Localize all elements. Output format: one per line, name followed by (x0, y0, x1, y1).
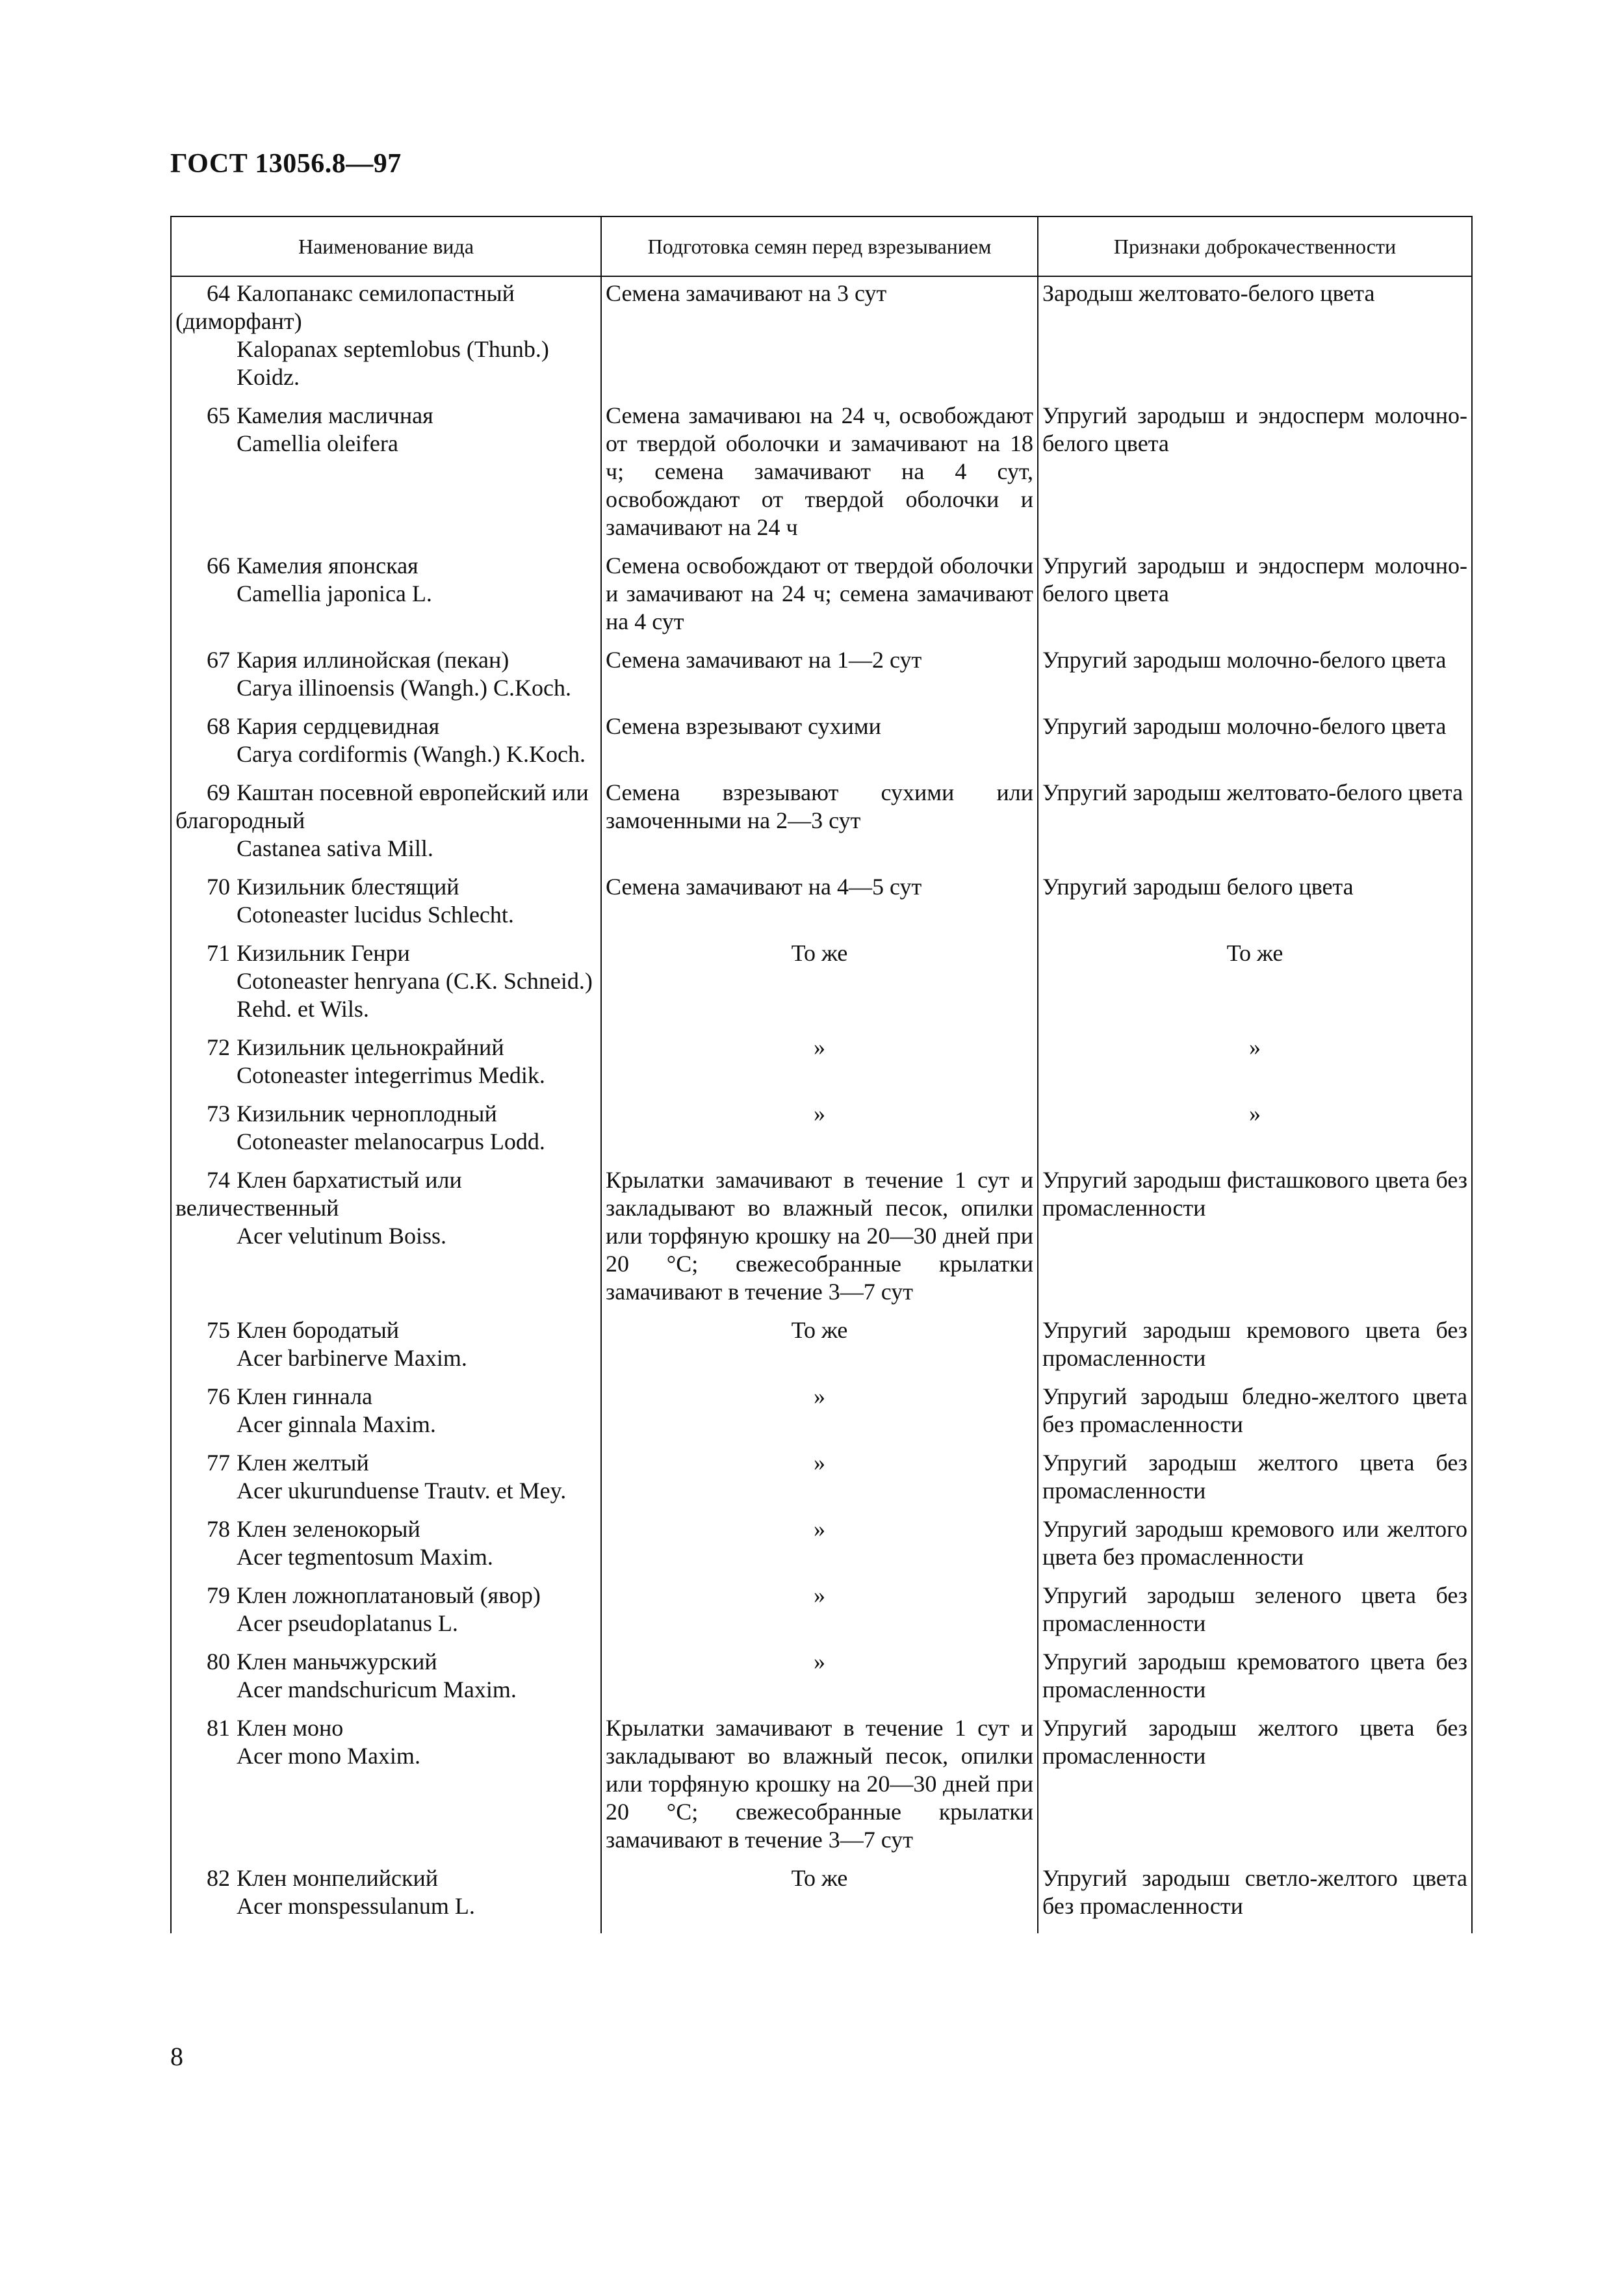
species-cell (171, 776, 601, 870)
document-title: ГОСТ 13056.8—97 (170, 149, 402, 179)
species-name-ru: Клен гиннала (237, 1383, 373, 1409)
row-number: 72 (207, 1034, 230, 1060)
species-name-ru: Кизильник Генри (237, 940, 410, 966)
preparation-cell: Семена замачивают на 1—2 сут (601, 644, 1038, 710)
table-row (171, 1862, 1472, 1933)
species-name-ru: Камелия японская (237, 553, 419, 579)
quality-cell: Упругий зародыш светло-желтого цвета без промасленности (1038, 1862, 1472, 1933)
species-name-latin: Cotoneaster lucidus Schlecht. (237, 902, 514, 928)
species-name-latin: Castanea sativa Mill. (237, 835, 433, 861)
quality-cell: Упругий зародыш фисташкового цвета без промасленности (1038, 1164, 1472, 1314)
species-name-ru: Камелия масличная (237, 402, 433, 428)
row-number: 79 (207, 1582, 230, 1608)
preparation-cell: Семена взрезывают сухими (601, 710, 1038, 776)
table-row (171, 1446, 1472, 1513)
species-cell (171, 1712, 601, 1862)
quality-cell: » (1038, 1031, 1472, 1097)
table-row (171, 1712, 1472, 1862)
species-cell (171, 1164, 601, 1314)
preparation-cell: » (601, 1579, 1038, 1645)
preparation-cell: То же (601, 1862, 1038, 1933)
row-number: 76 (207, 1383, 230, 1409)
species-name-latin: Acer monspessulanum L. (237, 1893, 475, 1919)
species-name-ru: Калопанакс семилопастный (диморфант) (175, 280, 515, 334)
page-number: 8 (170, 2042, 183, 2071)
quality-cell: Упругий зародыш молочно-белого цвета (1038, 644, 1472, 710)
species-cell (171, 1862, 601, 1933)
species-cell (171, 937, 601, 1031)
quality-cell: Упругий зародыш бледно-желтого цвета без промасленности (1038, 1380, 1472, 1446)
species-cell (171, 710, 601, 776)
row-number: 67 (207, 647, 230, 673)
species-name-latin: Cotoneaster integerrimus Medik. (237, 1062, 545, 1088)
table-row (171, 1097, 1472, 1164)
preparation-cell: » (601, 1645, 1038, 1712)
preparation-cell: » (601, 1446, 1038, 1513)
species-name-ru: Кизильник цельнокрайний (237, 1034, 504, 1060)
row-number: 78 (207, 1516, 230, 1542)
species-cell (171, 1513, 601, 1579)
table-body (171, 276, 1472, 1933)
species-name-latin: Acer barbinerve Maxim. (237, 1345, 467, 1371)
species-name-ru: Клен бархатистый или величественный (175, 1167, 462, 1221)
row-number: 80 (207, 1649, 230, 1675)
row-number: 70 (207, 874, 230, 900)
quality-cell: Упругий зародыш и эндосперм молочно-белого цвета (1038, 399, 1472, 549)
preparation-cell: То же (601, 1314, 1038, 1380)
species-name-latin: Acer mandschuricum Maxim. (237, 1676, 517, 1702)
quality-cell: Упругий зародыш кремового цвета без промасленности (1038, 1314, 1472, 1380)
table-row (171, 1645, 1472, 1712)
preparation-cell: Крылатки замачивают в течение 1 сут и закладывают во влажный песок, опилки или торфяную крошку на 20—30 дней при 20 °С; свежесобранные крылатки замачивают в течение 3—7 сут (601, 1164, 1038, 1314)
table-row (171, 549, 1472, 644)
quality-cell: Зародыш желтовато-белого цвета (1038, 276, 1472, 399)
species-name-latin: Cotoneaster melanocarpus Lodd. (237, 1128, 545, 1155)
species-name-ru: Клен монпелийский (237, 1865, 439, 1891)
preparation-cell: Семена замачиваюı на 24 ч, освобождают от твердой оболочки и замачивают на 18 ч; семена замачивают на 4 сут, освобождают от твердой оболочки и замачивают на 24 ч (601, 399, 1038, 549)
species-cell (171, 1097, 601, 1164)
species-name-latin: Camellia japonica L. (237, 581, 432, 607)
species-name-ru: Клен бородатый (237, 1317, 400, 1343)
table-row (171, 399, 1472, 549)
table-row (171, 937, 1472, 1031)
row-number: 68 (207, 713, 230, 739)
species-name-latin: Carya cordiformis (Wangh.) K.Koch. (237, 741, 586, 767)
species-name-ru: Кизильник блестящий (237, 874, 459, 900)
species-cell (171, 1314, 601, 1380)
species-name-ru: Кария иллинойская (пекан) (237, 647, 509, 673)
species-name-latin: Acer velutinum Boiss. (237, 1223, 446, 1249)
quality-cell: Упругий зародыш белого цвета (1038, 870, 1472, 937)
quality-cell: Упругий зародыш желтого цвета без промасленности (1038, 1446, 1472, 1513)
species-name-latin: Cotoneaster henryana (C.K. Schneid.) Rehd. et Wils. (237, 968, 593, 1022)
species-name-latin: Carya illinoensis (Wangh.) C.Koch. (237, 675, 572, 701)
species-cell (171, 1380, 601, 1446)
table-row (171, 1513, 1472, 1579)
preparation-cell: » (601, 1097, 1038, 1164)
quality-cell: Упругий зародыш зеленого цвета без промасленности (1038, 1579, 1472, 1645)
preparation-cell: Семена взрезывают сухими или замоченными на 2—3 сут (601, 776, 1038, 870)
species-name-ru: Клен маньчжурский (237, 1649, 437, 1675)
species-name-latin: Acer ginnala Maxim. (237, 1411, 436, 1437)
row-number: 64 (207, 280, 230, 306)
species-name-ru: Каштан посевной европейский или благородный (175, 779, 589, 833)
species-cell (171, 1031, 601, 1097)
column-header-quality: Признаки доброкачественности (1038, 216, 1472, 276)
table-row (171, 870, 1472, 937)
species-name-latin: Acer pseudoplatanus L. (237, 1610, 458, 1636)
preparation-cell: Семена замачивают на 4—5 сут (601, 870, 1038, 937)
species-cell (171, 1645, 601, 1712)
table-header-row (171, 216, 1472, 276)
quality-cell: Упругий зародыш молочно-белого цвета (1038, 710, 1472, 776)
species-name-latin: Camellia oleifera (237, 430, 398, 456)
preparation-cell: » (601, 1380, 1038, 1446)
row-number: 71 (207, 940, 230, 966)
preparation-cell: Семена замачивают на 3 сут (601, 276, 1038, 399)
row-number: 81 (207, 1715, 230, 1741)
species-name-ru: Клен зеленокорый (237, 1516, 420, 1542)
column-header-preparation: Подготовка семян перед взрезыванием (601, 216, 1038, 276)
species-name-latin: Acer tegmentosum Maxim. (237, 1544, 493, 1570)
row-number: 74 (207, 1167, 230, 1193)
quality-cell: » (1038, 1097, 1472, 1164)
quality-cell: То же (1038, 937, 1472, 1031)
species-name-ru: Кизильник черноплодный (237, 1101, 497, 1127)
species-cell (171, 1579, 601, 1645)
species-name-latin: Kalopanax septemlobus (Thunb.) Koidz. (237, 336, 549, 390)
species-name-latin: Acer mono Maxim. (237, 1743, 420, 1769)
preparation-cell: » (601, 1031, 1038, 1097)
row-number: 73 (207, 1101, 230, 1127)
species-table (170, 216, 1473, 1933)
table-row (171, 1314, 1472, 1380)
column-header-species: Наименование вида (171, 216, 601, 276)
species-cell (171, 644, 601, 710)
species-cell (171, 870, 601, 937)
row-number: 69 (207, 779, 230, 805)
species-cell (171, 276, 601, 399)
row-number: 82 (207, 1865, 230, 1891)
table-row (171, 1164, 1472, 1314)
preparation-cell: Крылатки замачивают в течение 1 сут и закладывают во влажный песок, опилки или торфяную крошку на 20—30 дней при 20 °С; свежесобранные крылатки замачивают в течение 3—7 сут (601, 1712, 1038, 1862)
row-number: 75 (207, 1317, 230, 1343)
table-row (171, 776, 1472, 870)
preparation-cell: Семена освобождают от твердой оболочки и замачивают на 24 ч; семена замачивают на 4 сут (601, 549, 1038, 644)
species-cell (171, 1446, 601, 1513)
table-row (171, 710, 1472, 776)
preparation-cell: То же (601, 937, 1038, 1031)
species-name-ru: Кария сердцевидная (237, 713, 440, 739)
quality-cell: Упругий зародыш желтовато-белого цвета (1038, 776, 1472, 870)
species-cell (171, 549, 601, 644)
table-row (171, 644, 1472, 710)
quality-cell: Упругий зародыш кремоватого цвета без промасленности (1038, 1645, 1472, 1712)
species-name-ru: Клен ложноплатановый (явор) (237, 1582, 541, 1608)
quality-cell: Упругий зародыш желтого цвета без промасленности (1038, 1712, 1472, 1862)
species-name-ru: Клен моно (237, 1715, 344, 1741)
quality-cell: Упругий зародыш и эндосперм молочно-белого цвета (1038, 549, 1472, 644)
row-number: 77 (207, 1450, 230, 1476)
row-number: 65 (207, 402, 230, 428)
preparation-cell: » (601, 1513, 1038, 1579)
row-number: 66 (207, 553, 230, 579)
table-row (171, 276, 1472, 399)
species-name-latin: Acer ukurunduense Trautv. et Mey. (237, 1478, 567, 1504)
quality-cell: Упругий зародыш кремового или желтого цвета без промасленности (1038, 1513, 1472, 1579)
table-row (171, 1031, 1472, 1097)
table-row (171, 1380, 1472, 1446)
species-name-ru: Клен желтый (237, 1450, 369, 1476)
species-cell (171, 399, 601, 549)
table-row (171, 1579, 1472, 1645)
